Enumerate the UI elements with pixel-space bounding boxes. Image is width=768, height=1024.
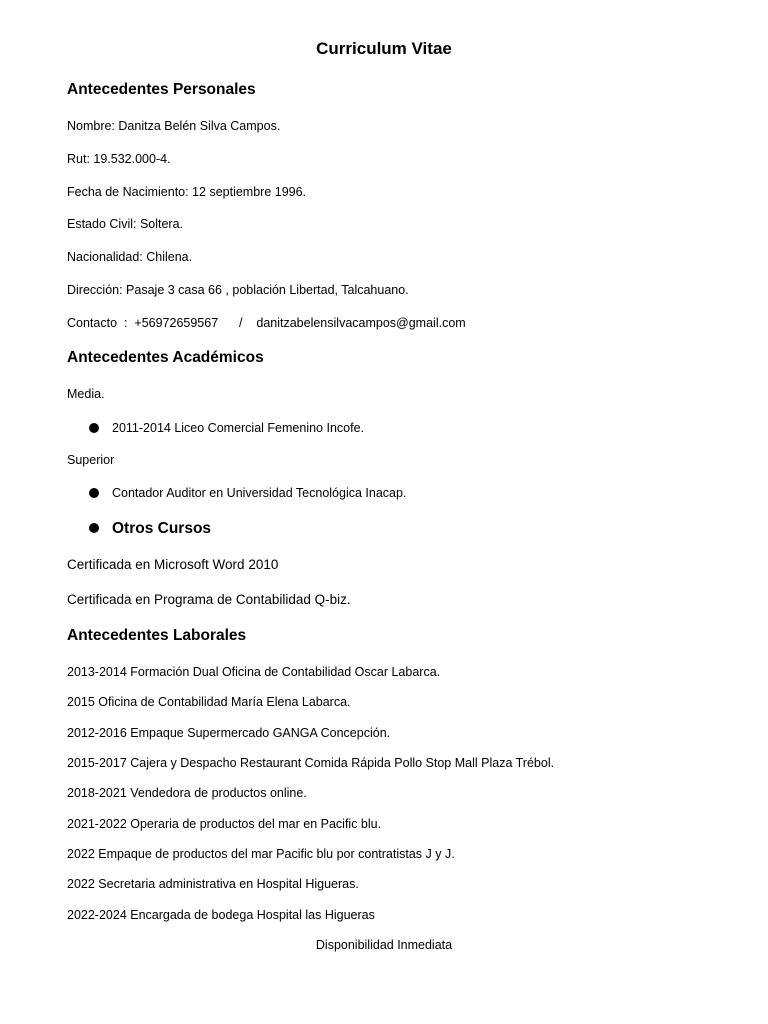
availability-note: Disponibilidad Inmediata bbox=[315, 938, 453, 952]
work-item: 2022 Empaque de productos del mar Pacific blu por contratistas J y J. bbox=[67, 847, 455, 861]
bullet-icon bbox=[89, 488, 99, 498]
personal-address: Dirección: Pasaje 3 casa 66 , población Libertad, Talcahuano. bbox=[67, 283, 409, 297]
work-item: 2018-2021 Vendedora de productos online. bbox=[67, 786, 307, 800]
academic-superior-text: Contador Auditor en Universidad Tecnológica Inacap. bbox=[112, 486, 407, 500]
bullet-icon bbox=[89, 523, 99, 533]
personal-rut: Rut: 19.532.000-4. bbox=[67, 152, 171, 166]
personal-nationality: Nacionalidad: Chilena. bbox=[67, 250, 193, 264]
work-item: 2021-2022 Operaria de productos del mar en Pacific blu. bbox=[67, 817, 382, 831]
academic-superior-item bbox=[89, 485, 406, 501]
bullet-icon bbox=[89, 423, 99, 433]
work-item: 2015-2017 Cajera y Despacho Restaurant Comida Rápida Pollo Stop Mall Plaza Trébol. bbox=[67, 756, 555, 770]
academic-superior-label: Superior bbox=[67, 453, 115, 467]
otros-cursos-text: Otros Cursos bbox=[112, 520, 212, 537]
academic-heading: Antecedentes Académicos bbox=[67, 349, 264, 366]
work-heading: Antecedentes Laborales bbox=[67, 627, 247, 644]
academic-media-item bbox=[89, 420, 364, 436]
curso-item: Certificada en Programa de Contabilidad Q-biz. bbox=[67, 592, 351, 607]
work-item: 2022 Secretaria administrativa en Hospital Higueras. bbox=[67, 877, 359, 891]
personal-contact: Contacto : +56972659567 / danitzabelensilvacampos@gmail.com bbox=[67, 316, 466, 330]
work-item: 2015 Oficina de Contabilidad María Elena Labarca. bbox=[67, 695, 351, 709]
otros-cursos-heading bbox=[89, 519, 211, 539]
personal-heading: Antecedentes Personales bbox=[67, 81, 256, 98]
curso-item: Certificada en Microsoft Word 2010 bbox=[67, 557, 279, 572]
work-item: 2012-2016 Empaque Supermercado GANGA Concepción. bbox=[67, 726, 391, 740]
work-item: 2013-2014 Formación Dual Oficina de Contabilidad Oscar Labarca. bbox=[67, 665, 441, 679]
work-item: 2022-2024 Encargada de bodega Hospital las Higueras bbox=[67, 908, 375, 922]
personal-civil-status: Estado Civil: Soltera. bbox=[67, 217, 184, 231]
academic-media-text: 2011-2014 Liceo Comercial Femenino Incofe. bbox=[112, 421, 364, 435]
document-title: Curriculum Vitae bbox=[316, 39, 452, 58]
personal-name: Nombre: Danitza Belén Silva Campos. bbox=[67, 119, 281, 133]
personal-birthdate: Fecha de Nacimiento: 12 septiembre 1996. bbox=[67, 185, 307, 199]
academic-media-label: Media. bbox=[67, 387, 105, 401]
